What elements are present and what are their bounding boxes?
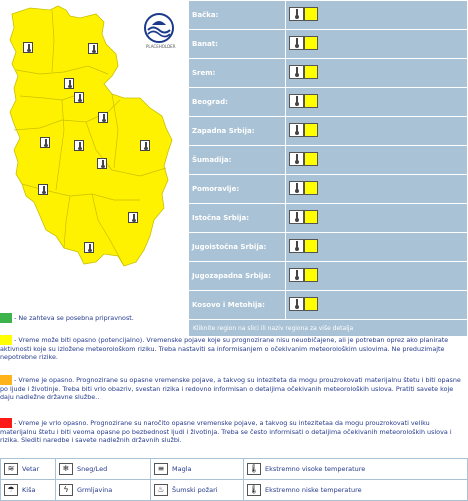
region-status xyxy=(285,233,467,262)
legend-swatch-yellow xyxy=(0,335,12,345)
region-status xyxy=(285,30,467,59)
warning-level-swatch xyxy=(304,239,318,253)
thermometer-icon xyxy=(289,152,304,166)
thermometer-icon xyxy=(289,239,304,253)
region-row[interactable] xyxy=(189,175,468,204)
phenomenon-label: Šumski požari xyxy=(172,486,218,494)
phenomenon-fog[interactable] xyxy=(151,459,244,480)
thermometer-icon[interactable] xyxy=(64,78,74,89)
thermometer-icon[interactable] xyxy=(38,184,48,195)
region-status xyxy=(285,1,467,30)
region-row[interactable] xyxy=(189,146,468,175)
phenomenon-low-temperature[interactable] xyxy=(244,480,468,501)
warning-level-swatch xyxy=(304,36,318,50)
legend-text: - Vreme može biti opasno (potencijalno). Vremenske pojave koje su prognozirane nisu neuobičajene, ali je potreban oprez ako planirate aktivnosti koje su izložene meteorološkom riziku. Treba nastaviti sa informisanjem o očekivanim meteorološkim uslovima. Ne preduzimajte nepotrebne rizike. xyxy=(0,336,449,362)
region-name-link[interactable]: Jugoistočna Srbija: xyxy=(189,233,286,262)
phenomenon-label: Sneg/Led xyxy=(77,465,108,473)
legend-text: - Ne zahteva se posebna pripravnost. xyxy=(14,314,134,322)
thermometer-icon[interactable] xyxy=(140,140,150,151)
thermometer-icon[interactable] xyxy=(74,92,84,103)
region-name-link[interactable]: Banat: xyxy=(189,30,286,59)
region-row[interactable] xyxy=(189,59,468,88)
warning-level-swatch xyxy=(304,181,318,195)
thermometer-icon xyxy=(289,94,304,108)
region-name-link[interactable]: Zapadna Srbija: xyxy=(189,117,286,146)
warning-level-swatch xyxy=(304,268,318,282)
phenomenon-label: Ekstremno visoke temperature xyxy=(265,465,366,473)
region-name-link[interactable]: Istočna Srbija: xyxy=(189,204,286,233)
phenomena-legend xyxy=(0,458,468,501)
thermometer-icon xyxy=(289,7,304,21)
region-status xyxy=(285,175,467,204)
thermometer-icon xyxy=(289,123,304,137)
warning-level-swatch xyxy=(304,123,318,137)
region-status xyxy=(285,88,467,117)
thunderstorm-icon: ϟ xyxy=(59,484,73,496)
fog-icon: ≡ xyxy=(154,463,168,475)
region-status xyxy=(285,146,467,175)
thermometer-icon[interactable] xyxy=(88,43,98,54)
legend-item-orange xyxy=(0,375,468,402)
region-status xyxy=(285,117,467,146)
region-name-link[interactable]: Beograd: xyxy=(189,88,286,117)
region-name-link[interactable]: Šumadija: xyxy=(189,146,286,175)
region-table xyxy=(188,0,468,337)
phenomenon-forest-fire[interactable] xyxy=(151,480,244,501)
phenomenon-high-temperature[interactable] xyxy=(244,459,468,480)
thermometer-icon xyxy=(289,268,304,282)
warning-level-swatch xyxy=(304,65,318,79)
legend-swatch-green xyxy=(0,313,12,323)
phenomenon-snow-ice[interactable] xyxy=(56,459,151,480)
region-row[interactable] xyxy=(189,262,468,291)
warning-level-swatch xyxy=(304,152,318,166)
region-table-footer: Kliknite region na slici ili naziv regiona za više detalja xyxy=(189,320,468,337)
thermometer-icon[interactable] xyxy=(97,158,107,169)
thermometer-icon[interactable] xyxy=(98,112,108,123)
thermometer-icon xyxy=(289,36,304,50)
warning-level-swatch xyxy=(304,94,318,108)
legend-item-green xyxy=(0,313,468,323)
phenomenon-thunderstorm[interactable] xyxy=(56,480,151,501)
forest-fire-icon: ♨ xyxy=(154,484,168,496)
phenomenon-wind[interactable] xyxy=(1,459,56,480)
region-name-link[interactable]: Kosovo i Metohija: xyxy=(189,291,286,320)
legend-item-red xyxy=(0,418,468,445)
region-name-link[interactable]: Jugozapadna Srbija: xyxy=(189,262,286,291)
thermometer-icon[interactable] xyxy=(40,137,50,148)
phenomenon-rain[interactable] xyxy=(1,480,56,501)
phenomenon-label: Ekstremno niske temperature xyxy=(265,486,362,494)
thermometer-icon[interactable] xyxy=(128,212,138,223)
thermometer-icon xyxy=(289,181,304,195)
wind-icon: ≋ xyxy=(4,463,18,475)
phenomenon-label: Vetar xyxy=(22,465,40,473)
region-row[interactable] xyxy=(189,117,468,146)
phenomenon-label: Grmljavina xyxy=(77,486,113,494)
region-status xyxy=(285,262,467,291)
thermometer-icon[interactable] xyxy=(23,42,33,53)
rhmz-logo xyxy=(143,12,175,44)
logo-caption: PLACEHOLDER xyxy=(146,44,176,49)
thermometer-icon xyxy=(289,210,304,224)
rain-icon: ☂ xyxy=(4,484,18,496)
legend-swatch-orange xyxy=(0,375,12,385)
legend-swatch-red xyxy=(0,418,12,428)
legend-text: - Vreme je vrlo opasno. Prognozirane su naročito opasne vremenske pojave, a takvog su intezitetaa da mogu prouzrokovati veliku materijalnu štetu i biti veoma opasne po bezbednost ljudi i životinja. Treba se često informisati o detaljima očekivanih meteoroloških uslova i rizika. Slediti naredbe i savete nadležnih državnih službi. xyxy=(0,419,452,445)
low-temperature-icon: 🌡 xyxy=(248,485,260,494)
thermometer-icon[interactable] xyxy=(74,140,84,151)
high-temperature-icon: 🌡 xyxy=(248,464,260,473)
region-status xyxy=(285,204,467,233)
region-status xyxy=(285,59,467,88)
thermometer-icon xyxy=(289,65,304,79)
legend-item-yellow xyxy=(0,335,468,362)
legend-text: - Vreme je opasno. Prognozirane su opasne vremenske pojave, a takvog su inteziteta da mogu prouzrokovati materijalnu štetu i biti opasne po ljude i životinje. Treba biti vrlo obazriv, svestan rizika i redovno informisan o detaljima očekivanih meteoroloških uslova. Pratiti savete koje daju nadležne državne službe.. xyxy=(0,376,461,402)
thermometer-icon[interactable] xyxy=(84,242,94,253)
region-row[interactable] xyxy=(189,88,468,117)
phenomenon-label: Magla xyxy=(172,465,192,473)
snow-ice-icon: ❄ xyxy=(59,463,73,475)
region-row[interactable] xyxy=(189,30,468,59)
region-row[interactable] xyxy=(189,1,468,30)
warning-legend xyxy=(0,305,468,461)
region-row[interactable] xyxy=(189,233,468,262)
region-row[interactable] xyxy=(189,204,468,233)
serbia-map xyxy=(0,0,188,300)
region-name-link[interactable]: Srem: xyxy=(189,59,286,88)
phenomenon-label: Kiša xyxy=(22,486,36,494)
warning-level-swatch xyxy=(304,7,318,21)
region-name-link[interactable]: Bačka: xyxy=(189,1,286,30)
warning-level-swatch xyxy=(304,210,318,224)
region-name-link[interactable]: Pomoravlje: xyxy=(189,175,286,204)
